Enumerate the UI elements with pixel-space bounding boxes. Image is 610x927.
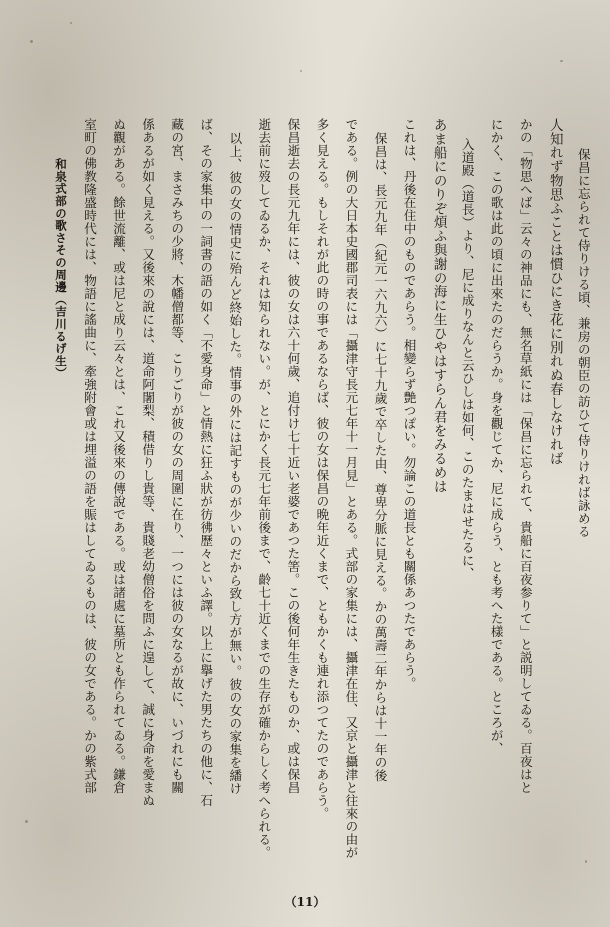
text-column: 入道殿（道長）より、尼に成りなんと云ひしは如何、このたまはせたるに、: [459, 138, 475, 580]
text-column: 逝去前に歿してゐるか、それは知られない。が、とにかく長元七年前後まで、齡七十近くまでの生存が確からしく考へられる。: [256, 118, 272, 859]
poem-column: あま船にのりぞ煩ふ與謝の海に生ひやはすらん君をみるめは: [430, 118, 447, 494]
text-column: 保昌は、長元九年（紀元一六九六）に七十九歲で卒した由、尊卑分脈に見える。かの萬壽二年からは十一年の後: [372, 132, 388, 782]
text-column: これは、丹後在住中のものであらう。相變らず艶つぽい。勿論この道長とも關係あつたであらう。: [401, 118, 417, 690]
page-number: （11）: [284, 895, 326, 909]
text-column: 多く見える。もしそれが此の時の事であるならば、彼の女は保昌の晩年近くまで、ともかくも連れ添つてたのであらう。: [314, 118, 330, 820]
text-column: 係あるが如く見える。又後來の說には、道命阿闍梨、積借りし貴等、貴賤老幼僧俗を問ふに遑して、誠に身命を愛まぬ: [140, 118, 156, 807]
text-column: ば、その家集中の一詞書の語の如く「不愛身命」と情熱に狂ふ狀が彷彿歷々といふ譯。以上に擧げた男たちの他に、石: [198, 118, 214, 807]
text-column: にかく、この歌は此の頃に出來たのだらうか。身を觀じてか、尼に成らう、とも考へた樣である。ところが、: [488, 118, 504, 755]
vertical-text-block: [52, 118, 592, 878]
poem-column: 人知れず物思ふことは慣ひにき花に別れぬ春しなければ: [546, 118, 563, 466]
text-column: 保昌に忘られて侍りける頃、兼房の朝臣の訪ひて侍りければ詠める: [575, 148, 591, 538]
text-column: ぬ觀がある。餘世流離、或は尼と成り云々とは、これ又後來の傳說である。或は諸處に墓所とも作られてゐる。鎌倉: [111, 118, 127, 794]
text-column: 室町の佛教隆盛時代には、物語に謠曲に、牽強附會或は埋溢の語を賑はしてゐるものは、彼の女である。かの紫式部: [82, 118, 98, 794]
text-column: 保昌逝去の長元九年には、彼の女は六十何歲、追付け七十近い老婆であつた筈。この後何年生きたものか、或は保昌: [285, 118, 301, 794]
text-column: である。例の大日本史國郡司表には「攝津守長元七年十一月見」とある。式部の家集には、攝津在住、又京と攝津と往來の由が: [343, 118, 359, 859]
text-column: かの「物思へば」云々の神品にも、無名草紙には「保昌に忘られて、貴船に百夜参りて」と説明してゐる。百夜はと: [517, 118, 533, 794]
running-caption: 和泉式部の歌さその周邊（吉川るげ生）: [54, 158, 68, 380]
text-column: 藏の宮、まさみちの少將、木幡僧都等、こりごりが彼の女の周圍に在り、一つには彼の女なるが故に、いづれにも關: [169, 118, 185, 794]
text-column: 以上、彼の女の情史に殆んど終始した。情事の外には記すものが少いのだから致し方が無い。彼の女の家集を繙け: [227, 132, 243, 795]
